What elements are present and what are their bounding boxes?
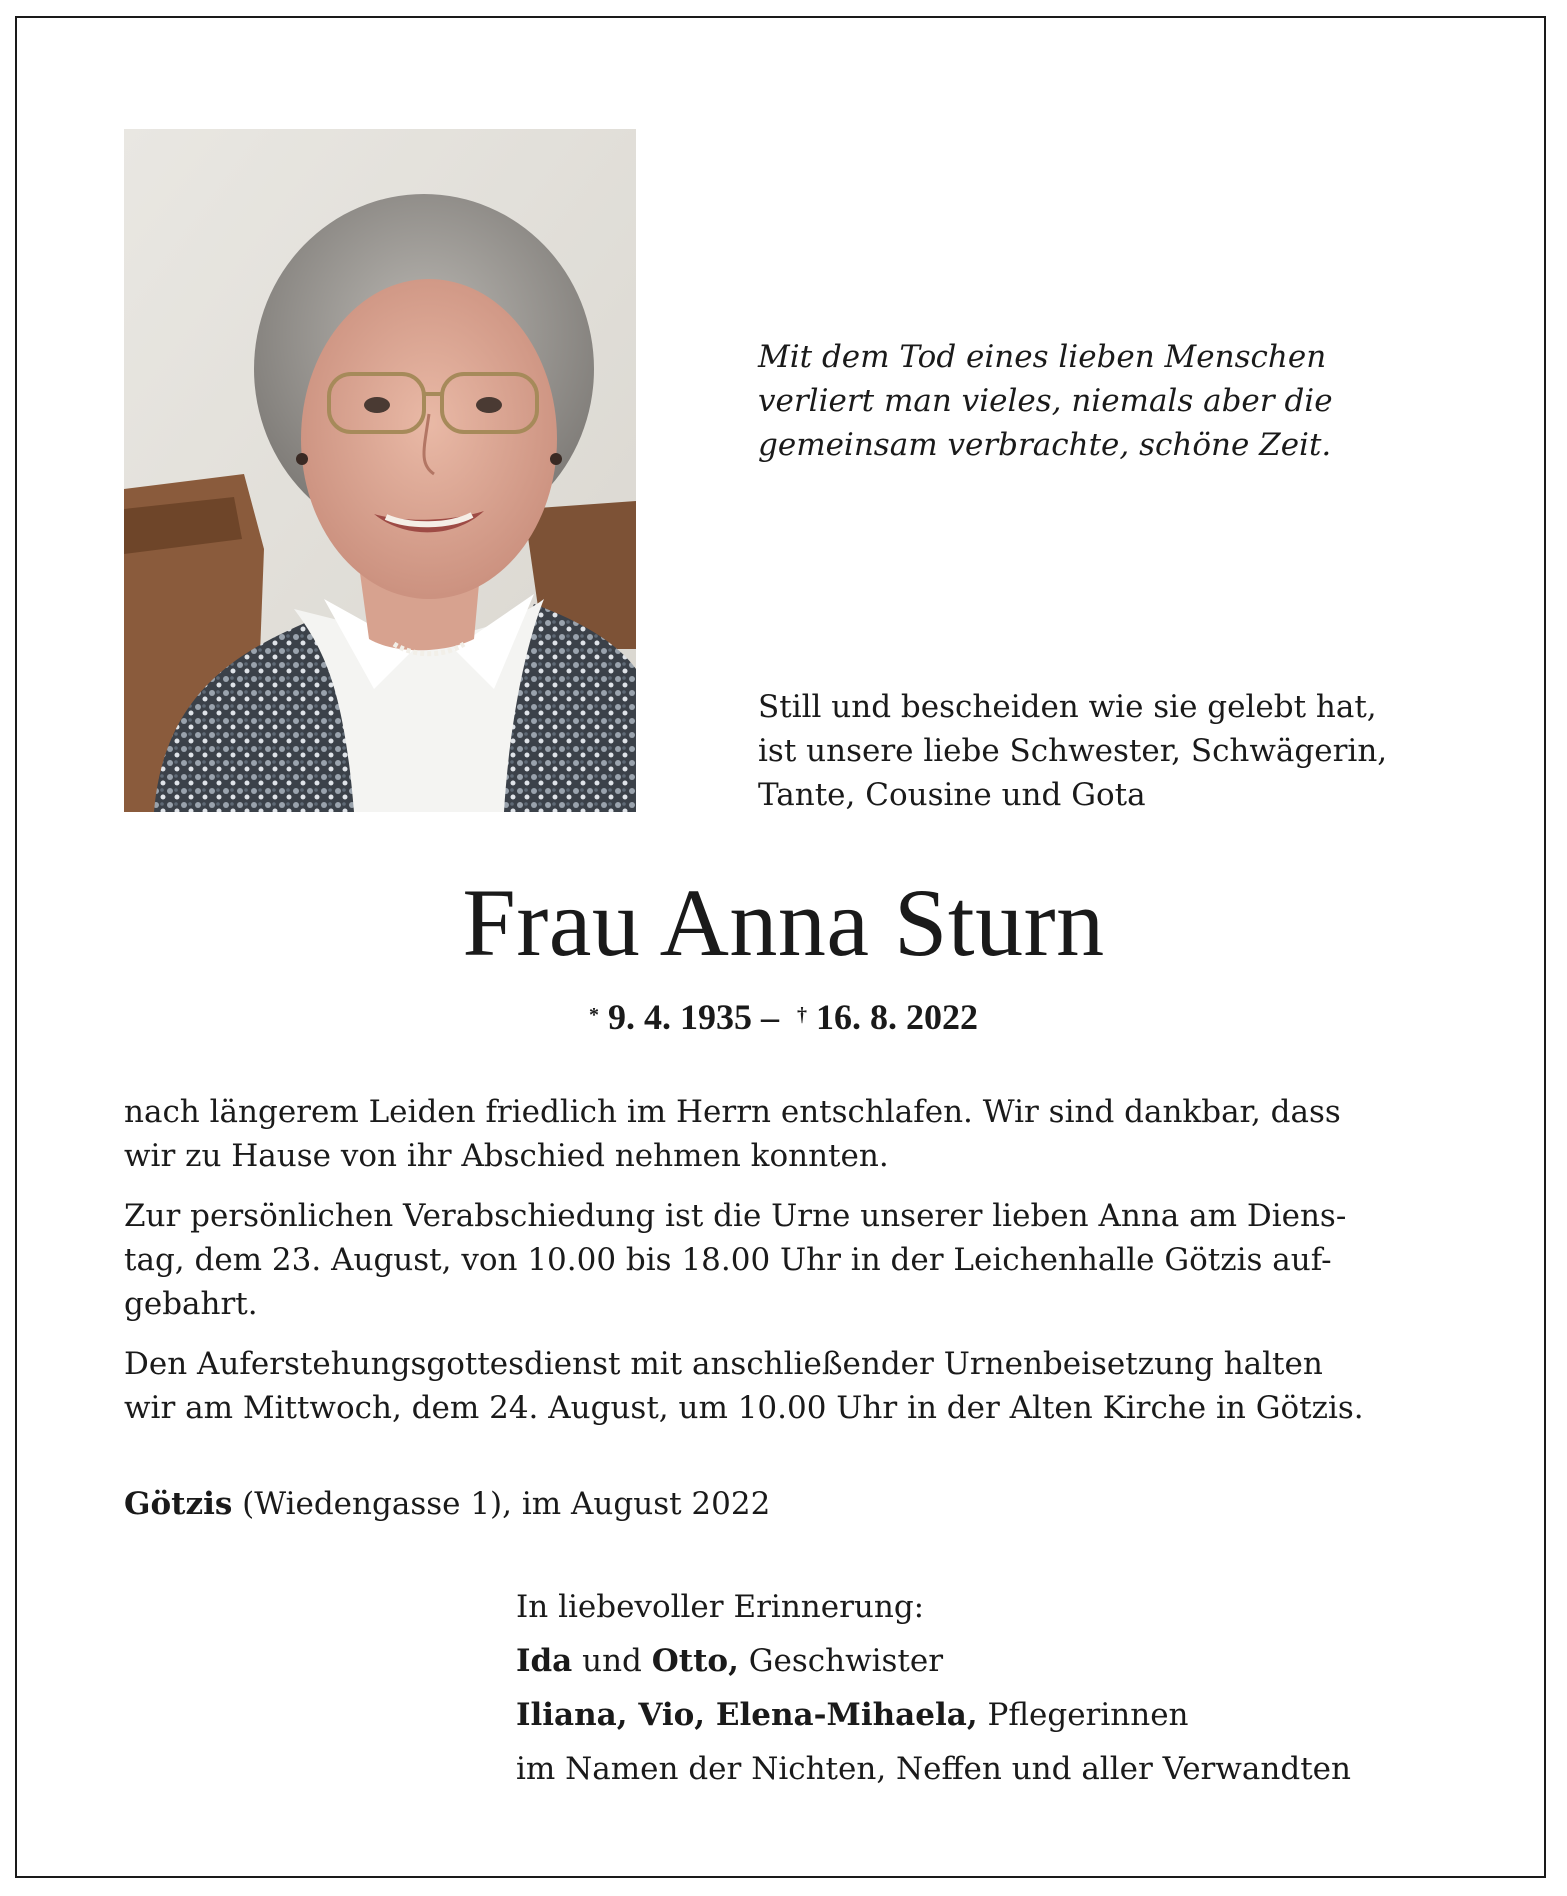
- place-town: Götzis: [124, 1486, 233, 1522]
- death-date: 16. 8. 2022: [816, 997, 978, 1037]
- signers-block: [516, 1580, 1351, 1796]
- signer-conjunction: und: [572, 1643, 652, 1679]
- signers-row: [516, 1688, 1351, 1742]
- signers-row: [516, 1634, 1351, 1688]
- body-paragraph: [124, 1090, 1454, 1178]
- signers-row: im Namen der Nichten, Neffen und aller Verwandten: [516, 1751, 1351, 1787]
- place-rest: (Wiedengasse 1), im August 2022: [232, 1486, 771, 1522]
- date-separator: –: [761, 997, 779, 1037]
- body-line: Zur persönlichen Verabschiedung ist die Urne unserer lieben Anna am Diens-: [124, 1198, 1347, 1234]
- signer-name: Ida: [516, 1643, 573, 1679]
- intro-line: Tante, Cousine und Gota: [758, 777, 1146, 813]
- body-line: tag, dem 23. August, von 10.00 bis 18.00 Uhr in der Leichenhalle Götzis auf-: [124, 1242, 1332, 1278]
- birth-symbol: *: [589, 1004, 599, 1026]
- memorial-quote: [758, 335, 1478, 467]
- notice-body: [124, 1090, 1454, 1446]
- deceased-name: Frau Anna Sturn: [462, 869, 1105, 976]
- body-line: gebahrt.: [124, 1286, 258, 1322]
- intro-text: [758, 685, 1478, 817]
- body-line: wir am Mittwoch, dem 24. August, um 10.00 Uhr in der Alten Kirche in Götzis.: [124, 1390, 1364, 1426]
- death-symbol: †: [797, 1004, 807, 1026]
- life-dates: [0, 995, 1567, 1039]
- quote-line: Mit dem Tod eines lieben Menschen: [758, 339, 1327, 375]
- signer-names: Iliana, Vio, Elena-Mihaela,: [516, 1697, 978, 1733]
- birth-date: 9. 4. 1935: [608, 997, 752, 1037]
- body-paragraph: [124, 1342, 1454, 1430]
- signers-heading: In liebevoller Erinnerung:: [516, 1589, 925, 1625]
- place-and-date: [124, 1482, 770, 1526]
- signer-name: Otto,: [651, 1643, 739, 1679]
- signer-role: Pflegerinnen: [977, 1697, 1189, 1733]
- portrait-photo: [124, 129, 636, 812]
- intro-line: ist unsere liebe Schwester, Schwägerin,: [758, 733, 1388, 769]
- quote-line: gemeinsam verbrachte, schöne Zeit.: [758, 427, 1332, 463]
- portrait-photo-elderly-woman-icon: [124, 129, 636, 812]
- body-line: Den Auferstehungsgottesdienst mit anschließender Urnenbeisetzung halten: [124, 1346, 1323, 1382]
- body-paragraph: [124, 1194, 1454, 1326]
- quote-line: verliert man vieles, niemals aber die: [758, 383, 1333, 419]
- intro-line: Still und bescheiden wie sie gelebt hat,: [758, 689, 1377, 725]
- body-line: wir zu Hause von ihr Abschied nehmen konnten.: [124, 1138, 889, 1174]
- body-line: nach längerem Leiden friedlich im Herrn entschlafen. Wir sind dankbar, dass: [124, 1094, 1341, 1130]
- signer-role: Geschwister: [738, 1643, 944, 1679]
